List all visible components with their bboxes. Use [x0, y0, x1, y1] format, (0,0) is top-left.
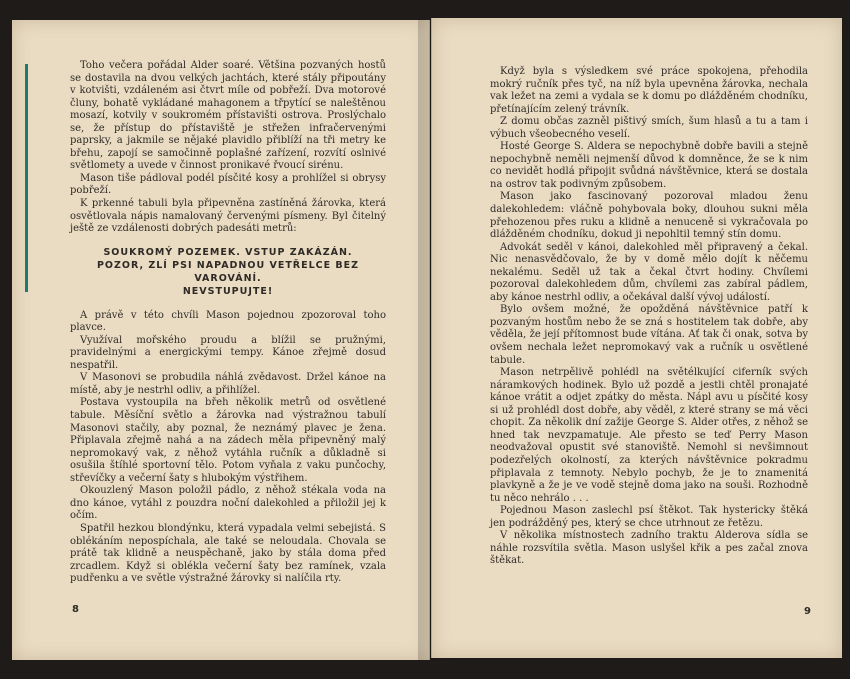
paragraph: A právě v této chvíli Mason pojednou zpozoroval toho plavce. — [70, 309, 386, 334]
paragraph: Hosté George S. Aldera se nepochybně dobře bavili a stejně nepochybně neměli nejmenší důvod k domněnce, že se k nim co nevidět hodlá připojit svůdná návštěvnice, která se dostala na ostrov tak podivným způsobem. — [490, 141, 808, 190]
left-page-text — [70, 60, 386, 586]
paragraph: V několika místnostech zadního traktu Alderova sídla se náhle rozsvítila světla. Mason uslyšel křik a pes začal znova štěkat. — [490, 530, 808, 567]
page-number: 8 — [72, 604, 79, 615]
notice-line: SOUKROMÝ POZEMEK. VSTUP ZAKÁZÁN. — [103, 246, 353, 258]
paragraph: Okouzlený Mason položil pádlo, z něhož stékala voda na dno kánoe, vytáhl z pouzdra noční dalekohled a přiložil jej k očím. — [70, 485, 386, 522]
notice-line: POZOR, ZLÍ PSI NAPADNOU VETŘELCE BEZ VAROVÁNÍ. — [96, 259, 360, 284]
paragraph: Pojednou Mason zaslechl psí štěkot. Tak hystericky štěká jen podrážděný pes, který se chce utrhnout ze řetězu. — [490, 505, 808, 529]
paragraph: Z domu občas zazněl pištivý smích, šum hlasů a tu a tam i výbuch všeobecného veselí. — [490, 116, 808, 140]
paragraph: Bylo ovšem možné, že opožděná návštěvnice patří k pozvaným hostům nebo že se zná s hostitelem tak dobře, aby věděla, že její přítomnost bude vítána. Ať tak či onak, sotva by ovšem nechala ležet nepromokavý vak a ručník u osvětlené tabule. — [490, 304, 808, 366]
page-number: 9 — [804, 606, 811, 617]
paragraph: Postava vystoupila na břeh několik metrů od osvětlené tabule. Měsíční světlo a žárovka nad výstražnou tabulí Masonovi stačily, aby poznal, že neznámý plavec je žena. Připlavala zřejmě nahá a na zádech měla připevněný malý nepromokavý vak, z něhož vytáhla ručník a důkladně si osušila štíhlé sportovní tělo. Potom vyňala z vaku punčochy, střevíčky a večerní šaty s hlubokým výstřihem. — [70, 397, 386, 484]
paragraph: Spatřil hezkou blondýnku, která vypadala velmi sebejistá. S oblékáním nepospíchala, ale také se neloudala. Chovala se prátě tak klidně a neuspěchaně, jako by stála doma před zrcadlem. Když si oblékla večerní šaty bez ramínek, vzala pudřenku a ve světle výstražné žárovky si nalíčila rty. — [70, 522, 386, 585]
notice-line: NEVSTUPUJTE! — [182, 285, 274, 297]
paragraph: Mason tiše pádloval podél písčité kosy a prohlížel si obrysy pobřeží. — [70, 172, 386, 197]
warning-sign-text — [70, 246, 386, 298]
paragraph: Když byla s výsledkem své práce spokojena, přehodila mokrý ručník přes tyč, na níž byla upevněna žárovka, nechala vak ležet na zemi a vydala se k domu po dlážděném chodníku, přetínajícím zelený trávník. — [490, 66, 808, 115]
right-page-text — [490, 66, 808, 568]
paragraph: Advokát seděl v kánoi, dalekohled měl připravený a čekal. Nic nenasvědčovalo, že by v domě mělo dojít k něčemu nekalému. Seděl už tak a čekal čtvrt hodiny. Chvílemi pozoroval dalekohledem dům, chvílemi zas zabíral pádlem, aby kánoe nestrhl odliv, a očekával další vývoj událostí. — [490, 241, 808, 303]
right-page — [431, 18, 842, 658]
paragraph: V Masonovi se probudila náhlá zvědavost. Držel kánoe na místě, aby je nestrhl odliv, a přihlížel. — [70, 372, 386, 396]
paragraph: Mason jako fascinovaný pozoroval mladou ženu dalekohledem: vláčně pohybovala boky, dlouhou sukni měla přehozenou přes ruku a klidně a nenuceně si vykračovala po dlážděném chodníku, dokud ji nepohltil temný stín domu. — [490, 191, 808, 241]
paragraph: Toho večera pořádal Alder soaré. Většina pozvaných hostů se dostavila na dvou velkých jachtách, které stály připoutány v kotvišti, vzdáleném asi čtvrt míle od pobřeží. Dva motorové čluny, bohatě vykládané mahagonem a třpytící se naleštěnou mosazí, kotvily v soukromém přístavišti ostrova. Proslýchalo se, že přístup do přístaviště je střežen infračervenými paprsky, a jakmile se nějaké plavidlo přiblíží na tři metry ke břehu, zapojí se samočinně poplašné zařízení, rozvítí oslnivé světlomety a uvede v činnost pronikavé řvoucí sirénu. — [70, 60, 386, 172]
left-page — [12, 20, 430, 660]
bookmark-ribbon — [25, 64, 28, 292]
paragraph: K prkenné tabuli byla připevněna zastíněná žárovka, která osvětlovala nápis namalovaný červenými písmeny. Byl čitelný ještě ze vzdálenosti dobrých padesáti metrů: — [70, 198, 386, 235]
paragraph: Využíval mořského proudu a blížil se pružnými, pravidelnými a energickými tempy. Kánoe zřejmě dosud nespatřil. — [70, 334, 386, 371]
paragraph: Mason netrpělivě pohlédl na světélkující ciferník svých náramkových hodinek. Bylo už pozdě a jestli chtěl pronajaté kánoe vrátit a odjet zpátky do města. Nápl avu u písčité kosy si už prohlédl dost dobře, aby věděl, z které strany se má věci chopit. Za několik dní zažije George S. Alder otřes, z něhož se hned tak nevzpamatuje. Ale přesto se teď Perry Mason neodvažoval opustit své stanoviště. Nemohl si nevšimnout podezřelých okolností, za kterých návštěvnice pokradmu připlavala z temnoty. Nebylo pochyb, že je to znamenitá plavkyně a že je ve vodě stejně doma jako na souši. Rozhodně tu něco nehrálo . . . — [490, 367, 808, 504]
